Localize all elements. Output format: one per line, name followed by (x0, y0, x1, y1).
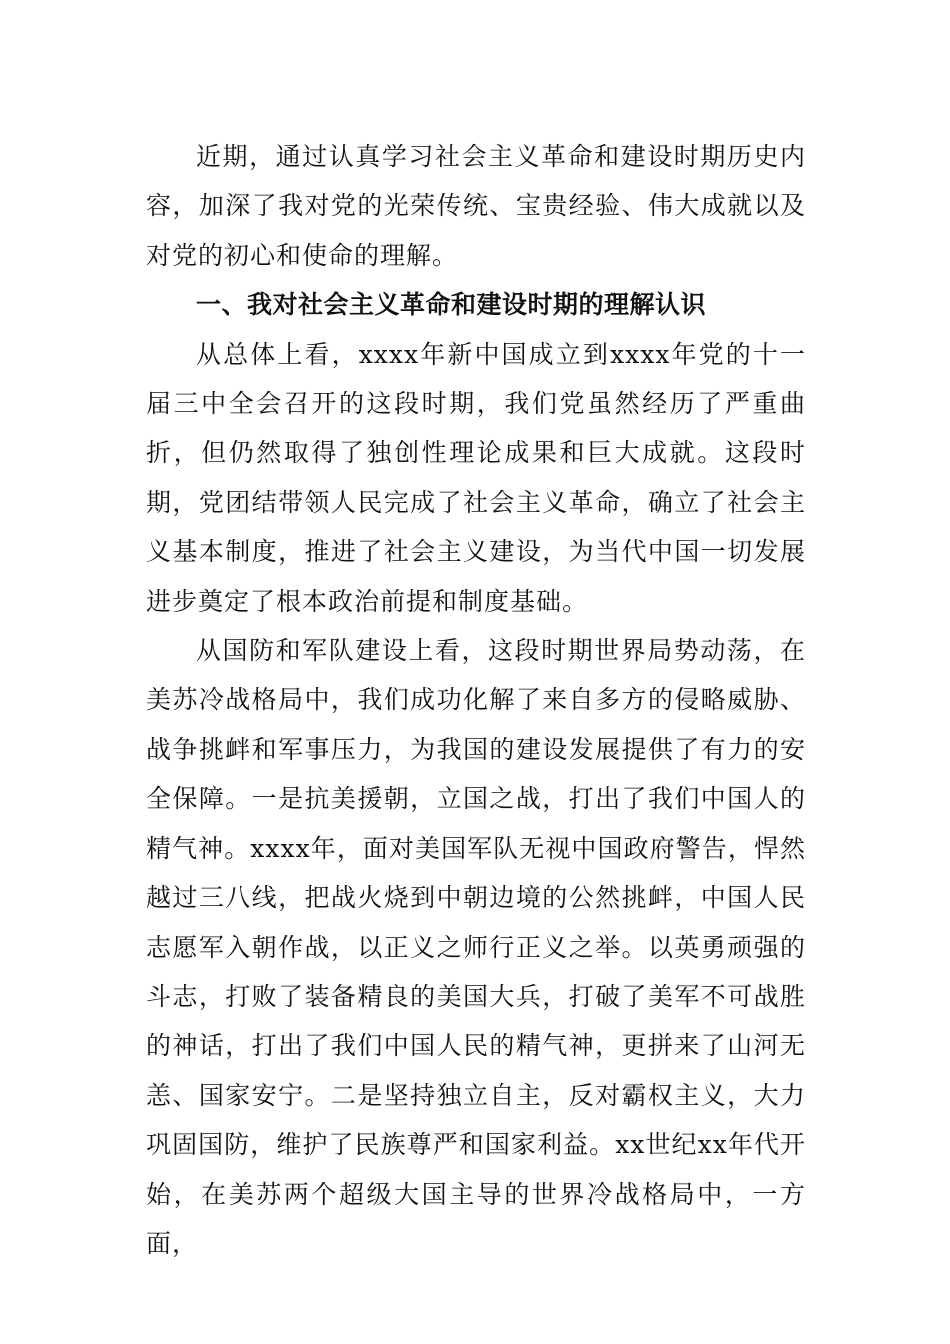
defense-paragraph: 从国防和军队建设上看，这段时期世界局势动荡，在美苏冷战格局中，我们成功化解了来自多方的侵略威胁、战争挑衅和军事压力，为我国的建设发展提供了有力的安全保障。一是抗美援朝，立国之战，打出了我们中国人的精气神。xxxx年，面对美国军队无视中国政府警告，悍然越过三八线，把战火烧到中朝边境的公然挑衅，中国人民志愿军入朝作战，以正义之师行正义之举。以英勇顽强的斗志，打败了装备精良的美国大兵，打破了美军不可战胜的神话，打出了我们中国人民的精气神，更拼来了山河无恙、国家安宁。二是坚持独立自主，反对霸权主义，大力巩固国防，维护了民族尊严和国家利益。xx世纪xx年代开始，在美苏两个超级大国主导的世界冷战格局中，一方面， (146, 636, 806, 1258)
overall-paragraph: 从总体上看，xxxx年新中国成立到xxxx年党的十一届三中全会召开的这段时期，我们党虽然经历了严重曲折，但仍然取得了独创性理论成果和巨大成就。这段时期，党团结带领人民完成了社会主义革命，确立了社会主义基本制度，推进了社会主义建设，为当代中国一切发展进步奠定了根本政治前提和制度基础。 (146, 339, 806, 616)
intro-paragraph: 近期，通过认真学习社会主义革命和建设时期历史内容，加深了我对党的光荣传统、宝贵经验、伟大成就以及对党的初心和使命的理解。 (146, 142, 806, 270)
section-heading: 一、我对社会主义革命和建设时期的理解认识 (196, 290, 707, 320)
document-body (146, 132, 806, 1268)
